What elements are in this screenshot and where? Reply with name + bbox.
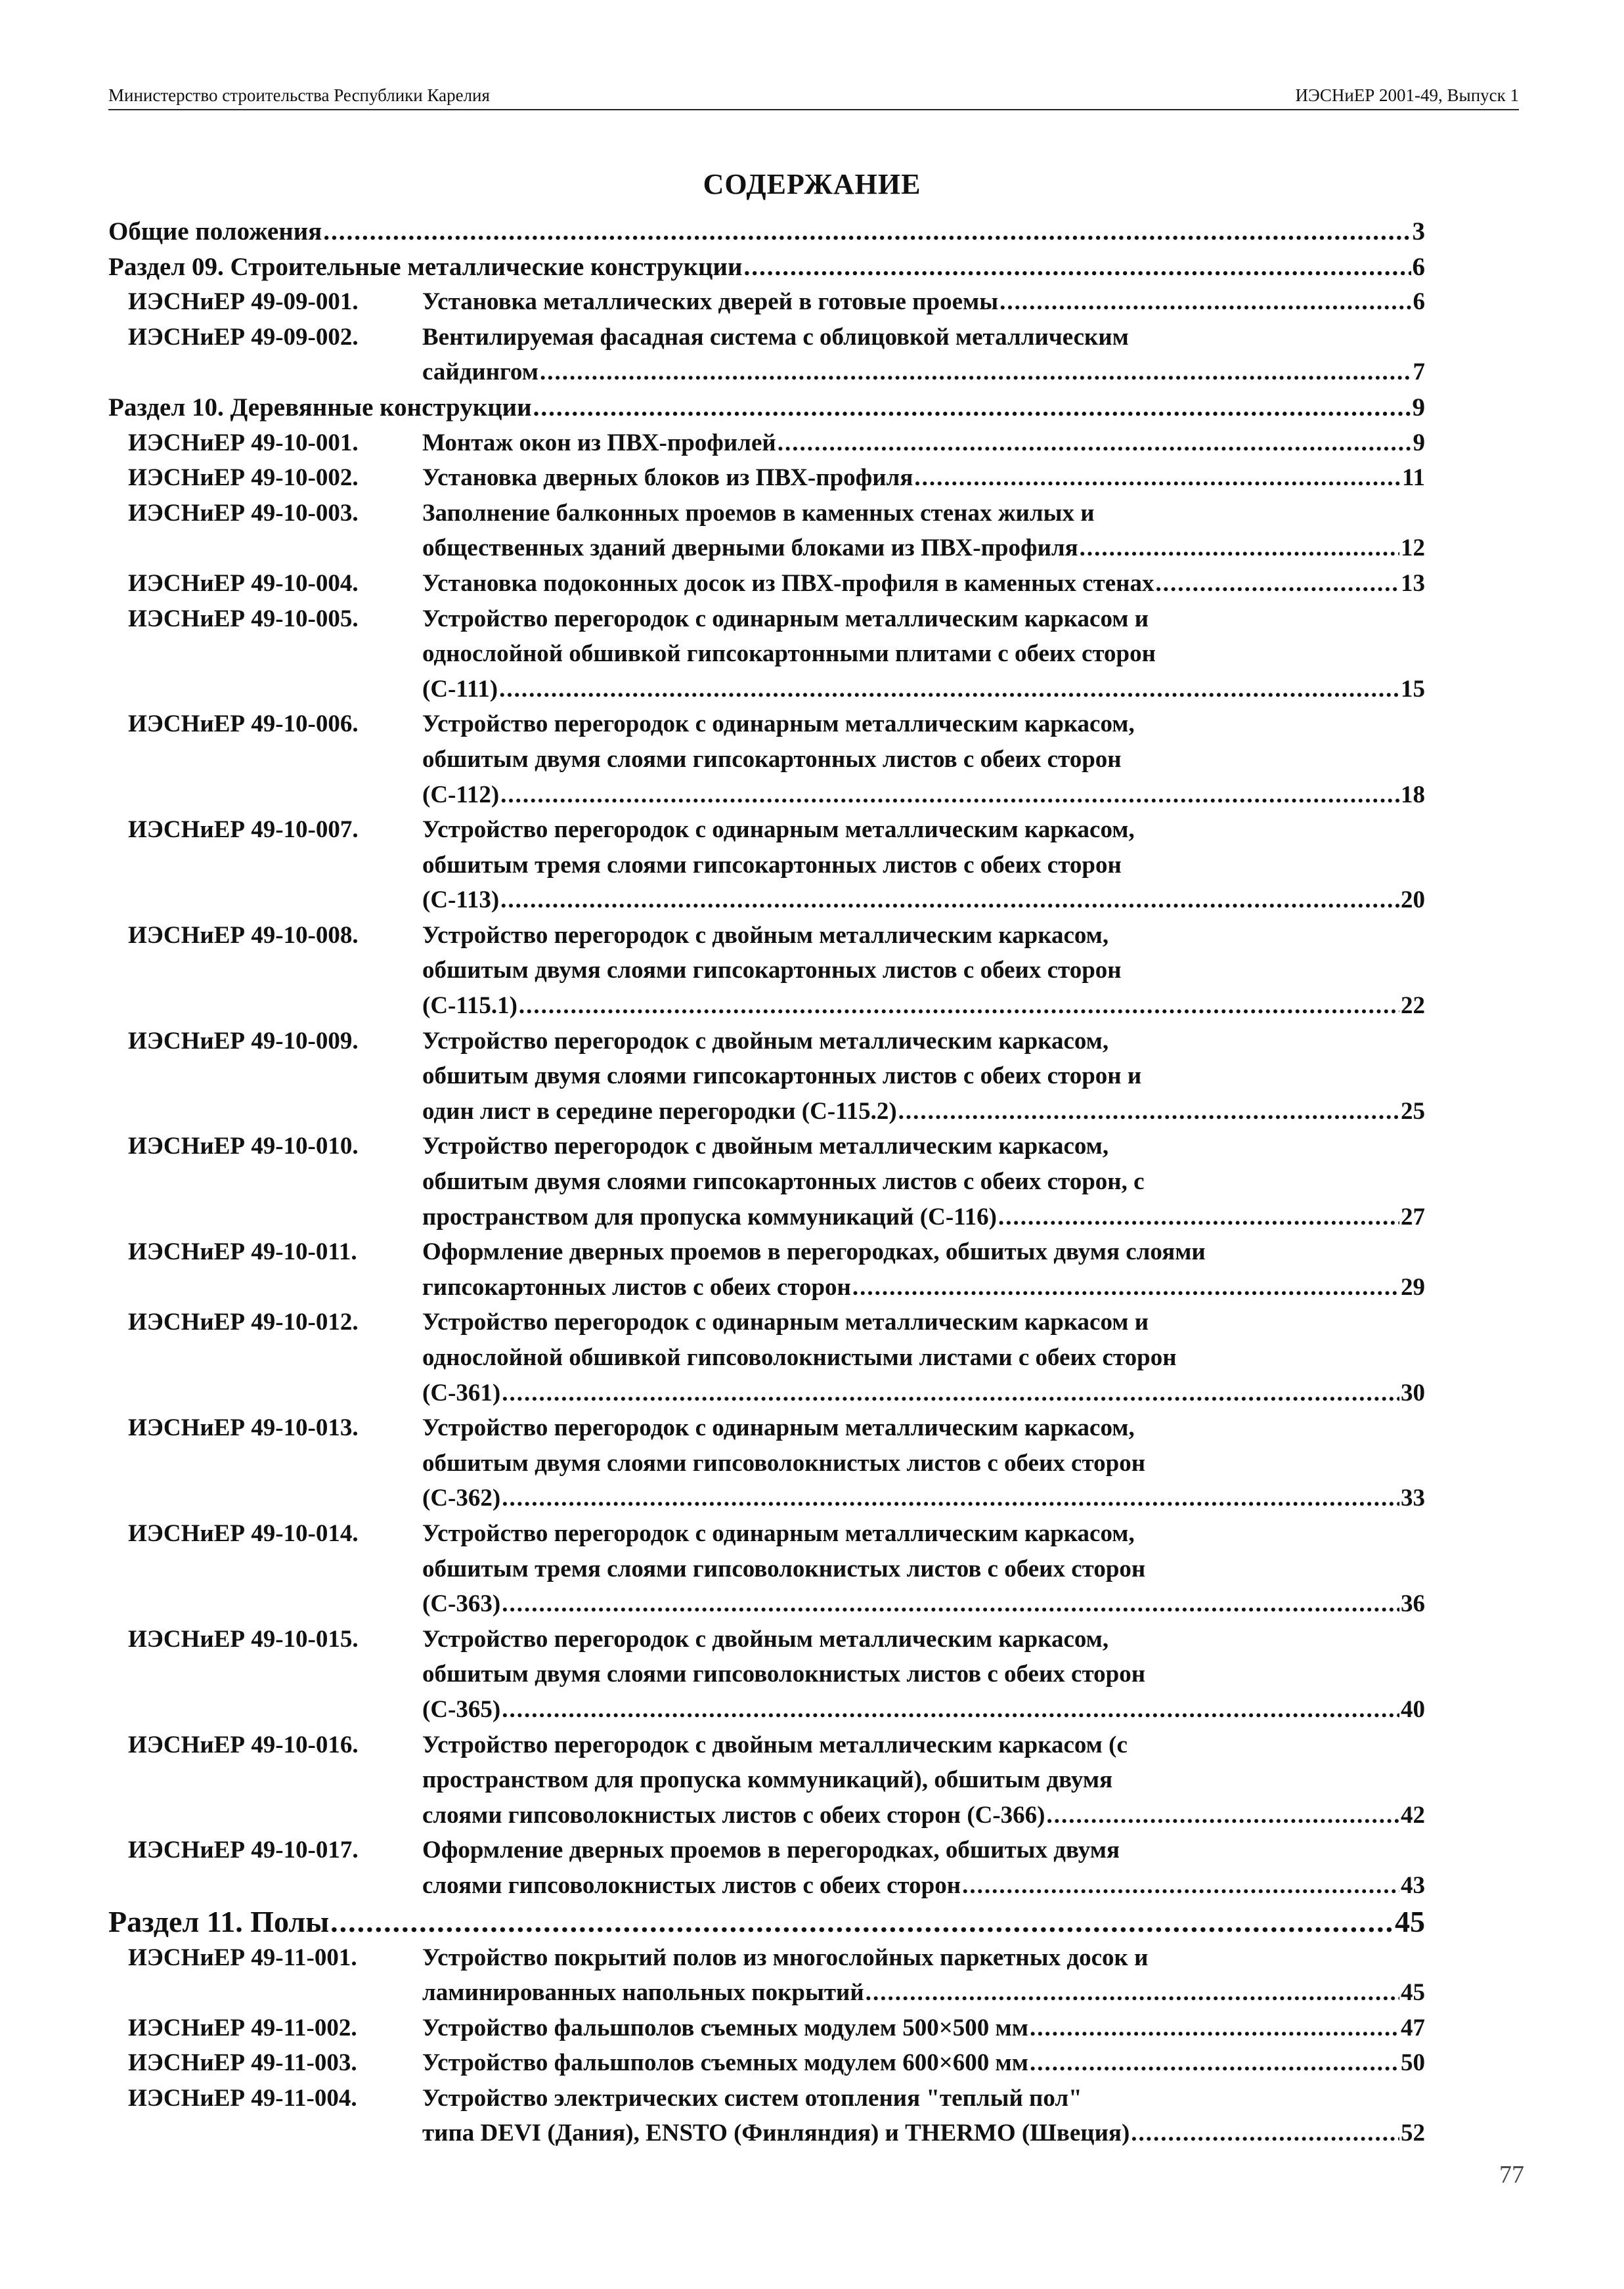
toc-page-number: 50 bbox=[1401, 2049, 1425, 2077]
toc-page-number: 9 bbox=[1412, 393, 1425, 422]
toc-entry-code: ИЭСНиЕР 49-10-013. bbox=[128, 1414, 359, 1442]
dot-leader bbox=[519, 988, 1399, 1024]
toc-entry bbox=[108, 1305, 1425, 1410]
toc-entry-code: ИЭСНиЕР 49-10-017. bbox=[128, 1837, 359, 1864]
toc-entry-last-line bbox=[108, 250, 1425, 285]
toc-entry-title-line: однослойной обшивкой гипсокартонными плитами с обеих сторон bbox=[422, 640, 1156, 668]
toc-entry-body bbox=[422, 1024, 1425, 1129]
toc-entry-title-line: Оформление дверных проемов в перегородках, обшитых двумя слоями bbox=[422, 1238, 1206, 1266]
toc-page-number: 13 bbox=[1401, 569, 1425, 597]
toc-page-number: 7 bbox=[1413, 359, 1425, 386]
toc-entry-last-line bbox=[108, 214, 1425, 250]
toc-page-number: 45 bbox=[1401, 1979, 1425, 2007]
toc-entry-title-line: сайдингом bbox=[422, 359, 538, 386]
toc-entry-last-line bbox=[422, 566, 1425, 601]
toc-entry-title-line: слоями гипсоволокнистых листов с обеих сторон bbox=[422, 1871, 961, 1899]
toc-entry bbox=[108, 2045, 1425, 2081]
toc-entry-title-line: пространством для пропуска коммуникаций), обшитым двумя bbox=[422, 1766, 1113, 1794]
toc-entry-last-line bbox=[108, 1904, 1425, 1940]
toc-entry-title-line: обшитым двумя слоями гипсокартонных листов с обеих сторон и bbox=[422, 1062, 1142, 1090]
toc-page-number: 43 bbox=[1401, 1871, 1425, 1899]
dot-leader bbox=[914, 460, 1401, 496]
toc-entry-code: ИЭСНиЕР 49-10-009. bbox=[128, 1027, 359, 1055]
toc-entry-body bbox=[422, 284, 1425, 320]
dot-leader bbox=[330, 1904, 1394, 1940]
toc-entry-title-line: обшитым двумя слоями гипсоволокнистых листов с обеих сторон bbox=[422, 1449, 1146, 1477]
toc-entry-body bbox=[108, 214, 1425, 250]
toc-entry bbox=[108, 425, 1425, 461]
toc-entry-code: ИЭСНиЕР 49-10-007. bbox=[128, 816, 359, 844]
toc-entry bbox=[108, 1833, 1425, 1903]
toc-entry-body bbox=[422, 1516, 1425, 1622]
dot-leader bbox=[778, 425, 1412, 461]
dot-leader bbox=[499, 672, 1399, 707]
toc-entry-title-line: Устройство фальшполов съемных модулем 500×500 мм bbox=[422, 2014, 1028, 2041]
toc-entry bbox=[108, 1516, 1425, 1622]
dot-leader bbox=[502, 1586, 1399, 1622]
toc-entry-code: ИЭСНиЕР 49-10-006. bbox=[128, 710, 359, 738]
toc-entry-body bbox=[422, 918, 1425, 1024]
dot-leader bbox=[962, 1868, 1399, 1904]
toc-entry-body bbox=[422, 496, 1425, 566]
toc-entry-title-line: обшитым двумя слоями гипсокартонных листов с обеих сторон bbox=[422, 957, 1122, 984]
toc-page-number: 27 bbox=[1401, 1203, 1425, 1231]
toc-entry-body bbox=[422, 812, 1425, 918]
toc-entry-title-line: Заполнение балконных проемов в каменных стенах жилых и bbox=[422, 499, 1095, 527]
toc-entry-title-line: (С-361) bbox=[422, 1379, 501, 1406]
toc-entry-body bbox=[108, 1904, 1425, 1940]
toc-entry-code: ИЭСНиЕР 49-10-001. bbox=[128, 429, 359, 456]
toc-entry-code: ИЭСНиЕР 49-10-004. bbox=[128, 569, 359, 597]
dot-leader bbox=[1030, 2011, 1399, 2046]
toc-entry bbox=[108, 601, 1425, 707]
toc-entry-title-line: Устройство перегородок с одинарным металлическим каркасом и bbox=[422, 605, 1149, 632]
toc-entry-body bbox=[422, 1129, 1425, 1234]
toc-entry-last-line bbox=[422, 1586, 1425, 1622]
toc-page-number: 30 bbox=[1401, 1379, 1425, 1406]
toc-entry bbox=[108, 496, 1425, 566]
toc-entry bbox=[108, 284, 1425, 320]
toc-entry-title-line: обшитым двумя слоями гипсокартонных листов с обеих сторон bbox=[422, 745, 1122, 773]
toc-entry-code: ИЭСНиЕР 49-10-016. bbox=[128, 1731, 359, 1758]
toc-entry-title-line: однослойной обшивкой гипсоволокнистыми листами с обеих сторон bbox=[422, 1344, 1177, 1371]
toc-entry bbox=[108, 1024, 1425, 1129]
toc-entry-code: ИЭСНиЕР 49-10-015. bbox=[128, 1625, 359, 1653]
toc-entry-title-line: Установка дверных блоков из ПВХ-профиля bbox=[422, 464, 913, 492]
toc-page-number: 9 bbox=[1413, 429, 1425, 456]
toc-entry-code: ИЭСНиЕР 49-11-001. bbox=[128, 1944, 357, 1971]
toc-page-number: 6 bbox=[1413, 288, 1425, 316]
dot-leader bbox=[500, 777, 1399, 813]
toc-page-number: 22 bbox=[1401, 992, 1425, 1020]
toc-entry-last-line bbox=[422, 1798, 1425, 1833]
toc-entry-last-line bbox=[108, 390, 1425, 425]
toc-entry-last-line bbox=[422, 425, 1425, 461]
page-number: 77 bbox=[1499, 2161, 1524, 2189]
toc-entry-title-line: пространством для пропуска коммуникаций (С-116) bbox=[422, 1203, 997, 1231]
dot-leader bbox=[898, 1094, 1399, 1129]
toc-entry-title-line: Устройство перегородок с двойным металлическим каркасом, bbox=[422, 1133, 1109, 1160]
toc-page-number: 36 bbox=[1401, 1590, 1425, 1618]
toc-entry-code: ИЭСНиЕР 49-09-002. bbox=[128, 323, 359, 351]
toc-entry-last-line bbox=[422, 1094, 1425, 1129]
toc-entry-title-line: Устройство перегородок с одинарным металлическим каркасом, bbox=[422, 1414, 1135, 1442]
toc-entry-last-line bbox=[422, 355, 1425, 390]
dot-leader bbox=[999, 284, 1411, 320]
toc-entry-title-line: Установка металлических дверей в готовые проемы bbox=[422, 288, 999, 316]
toc-entry-body bbox=[422, 1234, 1425, 1305]
toc-entry-title-line: Устройство перегородок с двойным металлическим каркасом, bbox=[422, 921, 1109, 949]
toc-entry-body bbox=[422, 1728, 1425, 1833]
toc-entry-title-line: (С-115.1) bbox=[422, 992, 517, 1020]
dot-leader bbox=[533, 390, 1411, 425]
toc-entry-body bbox=[422, 320, 1425, 390]
toc-entry bbox=[108, 1728, 1425, 1833]
toc-entry-title-line: обшитым тремя слоями гипсокартонных листов с обеих сторон bbox=[422, 851, 1122, 879]
toc-page-number: 40 bbox=[1401, 1695, 1425, 1723]
toc-entry bbox=[108, 2081, 1425, 2151]
toc-entry-title-line: Устройство перегородок с одинарным металлическим каркасом, bbox=[422, 816, 1135, 844]
toc-entry-last-line bbox=[422, 1270, 1425, 1305]
toc-entry-body bbox=[422, 566, 1425, 601]
toc-entry-code: ИЭСНиЕР 49-11-002. bbox=[128, 2014, 357, 2041]
toc-entry-body bbox=[422, 707, 1425, 812]
toc-entry bbox=[108, 1940, 1425, 2011]
toc-entry-title-line: обшитым двумя слоями гипсокартонных листов с обеих сторон, с bbox=[422, 1168, 1145, 1196]
toc-entry-body bbox=[422, 601, 1425, 707]
toc-entry-title-line: Устройство перегородок с двойным металлическим каркасом, bbox=[422, 1625, 1109, 1653]
dot-leader bbox=[500, 883, 1399, 918]
toc-entry-title-line: Общие положения bbox=[108, 217, 322, 246]
toc-entry-code: ИЭСНиЕР 49-10-008. bbox=[128, 921, 359, 949]
dot-leader bbox=[1030, 2045, 1399, 2081]
toc-entry bbox=[108, 1234, 1425, 1305]
toc-page-number: 45 bbox=[1395, 1904, 1425, 1938]
header-document-code: ИЭСНиЕР 2001-49, Выпуск 1 bbox=[1295, 85, 1519, 105]
toc-entry-title-line: (С-363) bbox=[422, 1590, 501, 1618]
toc-entry-code: ИЭСНиЕР 49-10-010. bbox=[128, 1133, 359, 1160]
toc-entry-body bbox=[422, 2011, 1425, 2046]
toc-entry-title-line: Устройство покрытий полов из многослойных паркетных досок и bbox=[422, 1944, 1149, 1971]
dot-leader bbox=[866, 1975, 1399, 2011]
toc-entry bbox=[108, 918, 1425, 1024]
toc-entry-title-line: (С-365) bbox=[422, 1695, 501, 1723]
toc-entry-title-line: один лист в середине перегородки (С-115.2) bbox=[422, 1097, 897, 1125]
dot-leader bbox=[502, 1376, 1399, 1411]
toc-entry-title-line: Вентилируемая фасадная система с облицовкой металлическим bbox=[422, 323, 1129, 351]
toc-entry-body bbox=[422, 1305, 1425, 1410]
toc-page-number: 29 bbox=[1401, 1273, 1425, 1301]
toc-entry bbox=[108, 1410, 1425, 1516]
toc-entry-last-line bbox=[422, 2116, 1425, 2151]
toc-entry-title-line: (С-112) bbox=[422, 781, 500, 808]
toc-entry-title-line: ламинированных напольных покрытий bbox=[422, 1979, 864, 2007]
toc-entry-title-line: (С-362) bbox=[422, 1485, 501, 1512]
toc-entry-code: ИЭСНиЕР 49-10-012. bbox=[128, 1309, 359, 1336]
dot-leader bbox=[1047, 1798, 1399, 1833]
toc-entry-body bbox=[422, 1940, 1425, 2011]
toc-section-heading bbox=[108, 390, 1425, 425]
toc-entry-body bbox=[422, 1833, 1425, 1903]
toc-entry-code: ИЭСНиЕР 49-10-014. bbox=[128, 1519, 359, 1547]
toc-page-number: 20 bbox=[1401, 886, 1425, 914]
toc-entry-code: ИЭСНиЕР 49-10-011. bbox=[128, 1238, 357, 1266]
toc-entry bbox=[108, 707, 1425, 812]
toc-entry-title-line: Раздел 10. Деревянные конструкции bbox=[108, 393, 532, 422]
dot-leader bbox=[540, 355, 1412, 390]
dot-leader bbox=[502, 1692, 1399, 1728]
toc-page-number: 11 bbox=[1402, 464, 1425, 492]
dot-leader bbox=[743, 250, 1411, 285]
toc-entry-last-line bbox=[422, 988, 1425, 1024]
toc-entry-code: ИЭСНиЕР 49-10-003. bbox=[128, 499, 359, 527]
toc-entry-title-line: Устройство перегородок с одинарным металлическим каркасом, bbox=[422, 1519, 1135, 1547]
table-of-contents bbox=[108, 214, 1425, 2151]
toc-entry-last-line bbox=[422, 777, 1425, 813]
toc-entry-title-line: Установка подоконных досок из ПВХ-профиля в каменных стенах bbox=[422, 569, 1154, 597]
toc-entry-code: ИЭСНиЕР 49-10-002. bbox=[128, 464, 359, 492]
toc-entry-title-line: Раздел 09. Строительные металлические конструкции bbox=[108, 252, 743, 281]
dot-leader bbox=[323, 214, 1411, 250]
toc-section-heading bbox=[108, 1904, 1425, 1940]
toc-entry-code: ИЭСНиЕР 49-10-005. bbox=[128, 605, 359, 632]
toc-entry-body bbox=[422, 1622, 1425, 1728]
toc-entry-code: ИЭСНиЕР 49-09-001. bbox=[128, 288, 359, 316]
toc-entry-body bbox=[422, 425, 1425, 461]
toc-entry-body bbox=[108, 390, 1425, 425]
toc-entry-title-line: обшитым двумя слоями гипсоволокнистых листов с обеих сторон bbox=[422, 1661, 1146, 1688]
toc-entry-title-line: слоями гипсоволокнистых листов с обеих сторон (С-366) bbox=[422, 1801, 1045, 1829]
toc-entry-last-line bbox=[422, 460, 1425, 496]
toc-entry bbox=[108, 1129, 1425, 1234]
page-title: СОДЕРЖАНИЕ bbox=[703, 168, 921, 200]
toc-entry-title-line: Раздел 11. Полы bbox=[108, 1904, 330, 1938]
toc-entry-body bbox=[422, 460, 1425, 496]
toc-entry-title-line: типа DEVI (Дания), ENSTO (Финляндия) и THERMO (Швеция) bbox=[422, 2120, 1130, 2147]
dot-leader bbox=[1080, 531, 1399, 566]
toc-entry-last-line bbox=[422, 2045, 1425, 2081]
toc-entry-title-line: обшитым тремя слоями гипсоволокнистых листов с обеих сторон bbox=[422, 1555, 1146, 1582]
toc-page-number: 3 bbox=[1412, 217, 1425, 246]
toc-entry-body bbox=[108, 250, 1425, 285]
toc-page-number: 42 bbox=[1401, 1801, 1425, 1829]
toc-entry-last-line bbox=[422, 2011, 1425, 2046]
toc-entry-title-line: Устройство перегородок с двойным металлическим каркасом (с bbox=[422, 1731, 1128, 1758]
toc-entry-title-line: Устройство фальшполов съемных модулем 600×600 мм bbox=[422, 2049, 1028, 2077]
toc-page-number: 6 bbox=[1412, 252, 1425, 281]
toc-page-number: 33 bbox=[1401, 1485, 1425, 1512]
toc-entry bbox=[108, 812, 1425, 918]
toc-entry-title-line: (С-111) bbox=[422, 675, 498, 703]
running-header bbox=[108, 85, 1519, 110]
toc-entry-title-line: Устройство перегородок с одинарным металлическим каркасом, bbox=[422, 710, 1135, 738]
toc-section-heading bbox=[108, 250, 1425, 285]
toc-entry-title-line: Устройство электрических систем отопления "теплый пол" bbox=[422, 2084, 1082, 2112]
toc-section-heading bbox=[108, 214, 1425, 250]
toc-entry-title-line: Устройство перегородок с одинарным металлическим каркасом и bbox=[422, 1309, 1149, 1336]
toc-entry-last-line bbox=[422, 1376, 1425, 1411]
toc-entry-title-line: Оформление дверных проемов в перегородках, обшитых двумя bbox=[422, 1837, 1120, 1864]
toc-entry-last-line bbox=[422, 672, 1425, 707]
toc-entry-body bbox=[422, 2045, 1425, 2081]
toc-entry-title-line: (С-113) bbox=[422, 886, 500, 914]
toc-entry-title-line: общественных зданий дверными блоками из ПВХ-профиля bbox=[422, 534, 1078, 562]
header-ministry: Министерство строительства Республики Карелия bbox=[108, 85, 490, 105]
toc-page-number: 52 bbox=[1401, 2120, 1425, 2147]
toc-entry-last-line bbox=[422, 531, 1425, 566]
toc-entry-last-line bbox=[422, 1975, 1425, 2011]
dot-leader bbox=[1155, 566, 1399, 601]
toc-entry-body bbox=[422, 1410, 1425, 1516]
toc-entry-last-line bbox=[422, 1200, 1425, 1235]
toc-entry-title-line: Устройство перегородок с двойным металлическим каркасом, bbox=[422, 1027, 1109, 1055]
toc-entry bbox=[108, 460, 1425, 496]
toc-entry-last-line bbox=[422, 1868, 1425, 1904]
dot-leader bbox=[998, 1200, 1399, 1235]
toc-entry-body bbox=[422, 2081, 1425, 2151]
toc-entry-title-line: гипсокартонных листов с обеих сторон bbox=[422, 1273, 851, 1301]
toc-entry bbox=[108, 1622, 1425, 1728]
toc-page-number: 12 bbox=[1401, 534, 1425, 562]
toc-entry-code: ИЭСНиЕР 49-11-004. bbox=[128, 2084, 357, 2112]
toc-entry-last-line bbox=[422, 1692, 1425, 1728]
toc-entry-last-line bbox=[422, 883, 1425, 918]
toc-entry-last-line bbox=[422, 284, 1425, 320]
toc-entry bbox=[108, 320, 1425, 390]
dot-leader bbox=[1131, 2116, 1399, 2151]
toc-entry-last-line bbox=[422, 1481, 1425, 1516]
toc-page-number: 25 bbox=[1401, 1097, 1425, 1125]
toc-page-number: 18 bbox=[1401, 781, 1425, 808]
dot-leader bbox=[502, 1481, 1399, 1516]
toc-entry-code: ИЭСНиЕР 49-11-003. bbox=[128, 2049, 357, 2077]
toc-entry bbox=[108, 566, 1425, 601]
toc-entry bbox=[108, 2011, 1425, 2046]
toc-page-number: 15 bbox=[1401, 675, 1425, 703]
toc-entry-title-line: Монтаж окон из ПВХ-профилей bbox=[422, 429, 776, 456]
toc-page-number: 47 bbox=[1401, 2014, 1425, 2041]
dot-leader bbox=[852, 1270, 1399, 1305]
